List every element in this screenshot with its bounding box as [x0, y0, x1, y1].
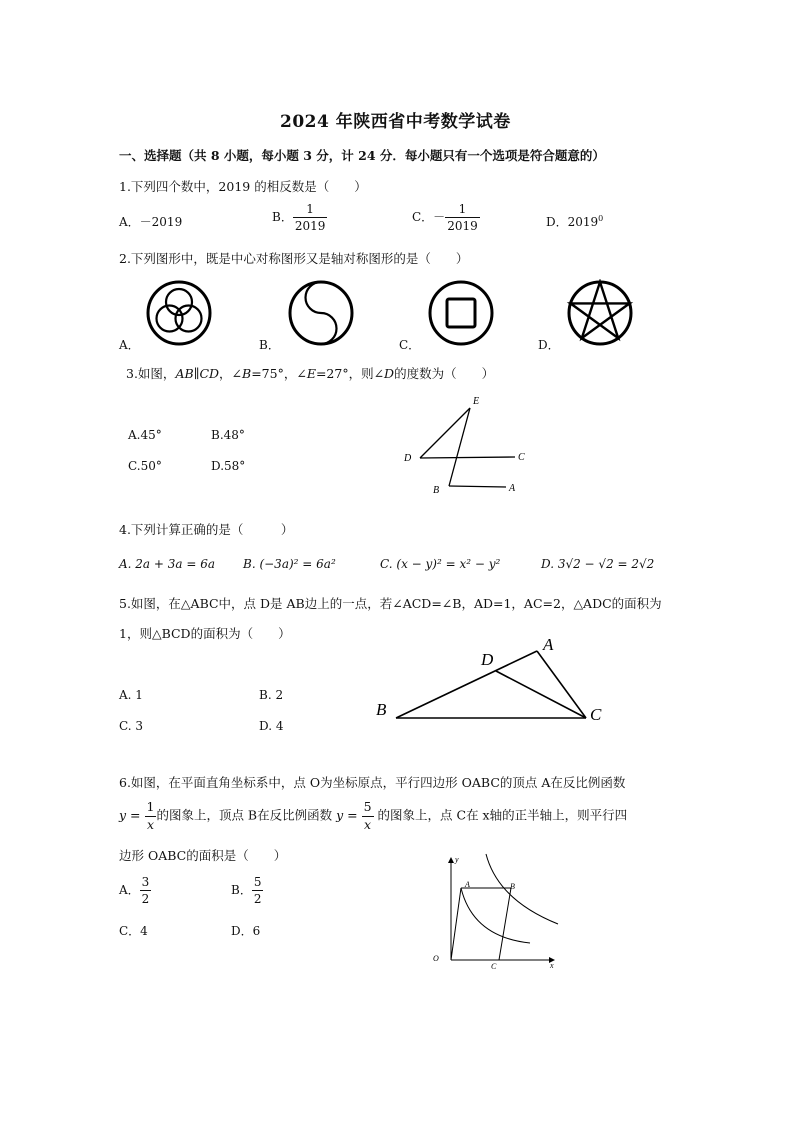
question-5-option-c: C. 3 [119, 719, 144, 733]
question-4-option-b: B. (−3a)² = 6a² [243, 557, 336, 571]
label-e: E [473, 396, 480, 407]
question-5-option-a: A. 1 [119, 688, 143, 702]
label-o: O [433, 954, 439, 963]
question-2-option-c: C． [399, 338, 421, 352]
label-x: x [550, 961, 554, 970]
question-3-option-c: C.50° [128, 459, 162, 473]
question-2-stem: 2.下列图形中，既是中心对称图形又是轴对称图形的是（ ） [119, 251, 469, 266]
question-3-option-b: B.48° [211, 428, 245, 442]
page-title: 2024 年陕西省中考数学试卷 [280, 112, 511, 132]
question-5-option-d: D. 4 [259, 719, 284, 733]
question-5-stem-line1: 5.如图，在△ABC中，点 D是 AB边上的一点，若∠ACD=∠B，AD=1，AC=2，△ADC的面积为 [119, 596, 662, 611]
question-5-figure [372, 633, 612, 728]
question-6-option-a: A． $\frac{3}{2}$ [119, 875, 150, 906]
question-5-stem-line2: 1，则△BCD的面积为（ ） [119, 626, 291, 641]
question-1-option-b: B． $\frac{1}{2019}$ [272, 202, 326, 233]
label-d: D [404, 453, 412, 464]
label-y: y [455, 855, 459, 864]
figure-pentagram [566, 279, 634, 347]
question-6-option-d: D．6 [231, 924, 261, 938]
question-6-stem-line3: 边形 OABC的面积是（ ） [119, 848, 287, 863]
question-4-option-c: C. (x − y)² = x² − y² [380, 557, 501, 571]
question-1-stem: 1.下列四个数中，2019 的相反数是（ ） [119, 179, 367, 194]
label-d: D [481, 650, 494, 669]
question-3-stem: 3.如图，AB∥CD，∠B=75°，∠E=27°，则∠D的度数为（ ） [126, 366, 495, 381]
question-5-option-b: B. 2 [259, 688, 284, 702]
label-a: A [543, 635, 554, 654]
question-6-figure [428, 852, 563, 970]
question-4-option-a: A. 2a + 3a = 6a [119, 557, 216, 571]
question-3-option-d: D.58° [211, 459, 246, 473]
label-b: B [376, 700, 387, 719]
question-6-stem-line2: y = $\frac{1}{x}$ 的图象上，顶点 B在反比例函数 y = $\frac{5}{x}$ 的图象上，点 C在 x轴的正半轴上，则平行四 [119, 799, 628, 832]
question-3-figure [398, 390, 538, 498]
figure-circle-square [427, 279, 495, 347]
label-b: B [433, 485, 440, 496]
question-2-option-b: B． [259, 338, 280, 352]
question-1-option-a: A．－2019 [119, 215, 183, 229]
question-4-option-d: D. 3√2 − √2 = 2√2 [541, 557, 655, 571]
label-a: A [465, 880, 470, 889]
question-6-option-c: C．4 [119, 924, 148, 938]
question-6-option-b: B． $\frac{5}{2}$ [231, 875, 262, 906]
question-1-option-c: C．－ $\frac{1}{2019}$ [412, 202, 478, 233]
question-6-stem-line1: 6.如图，在平面直角坐标系中，点 O为坐标原点，平行四边形 OABC的顶点 A在反比例函数 [119, 775, 626, 790]
question-2-option-d: D． [538, 338, 560, 352]
label-c: C [518, 452, 525, 463]
question-2-option-a: A． [119, 338, 140, 352]
question-1-option-d: D．2019$^0$ [546, 214, 604, 229]
question-3-option-a: A.45° [128, 428, 162, 442]
label-c: C [491, 962, 497, 970]
section-heading: 一、选择题（共 8 小题，每小题 3 分，计 24 分．每小题只有一个选项是符合题意的） [119, 148, 605, 163]
figure-yin-yang [287, 279, 355, 347]
label-c: C [590, 705, 602, 724]
question-4-stem: 4.下列计算正确的是（ ） [119, 522, 294, 537]
label-b: B [510, 882, 515, 891]
label-a: A [509, 483, 516, 494]
figure-trefoil [145, 279, 213, 347]
